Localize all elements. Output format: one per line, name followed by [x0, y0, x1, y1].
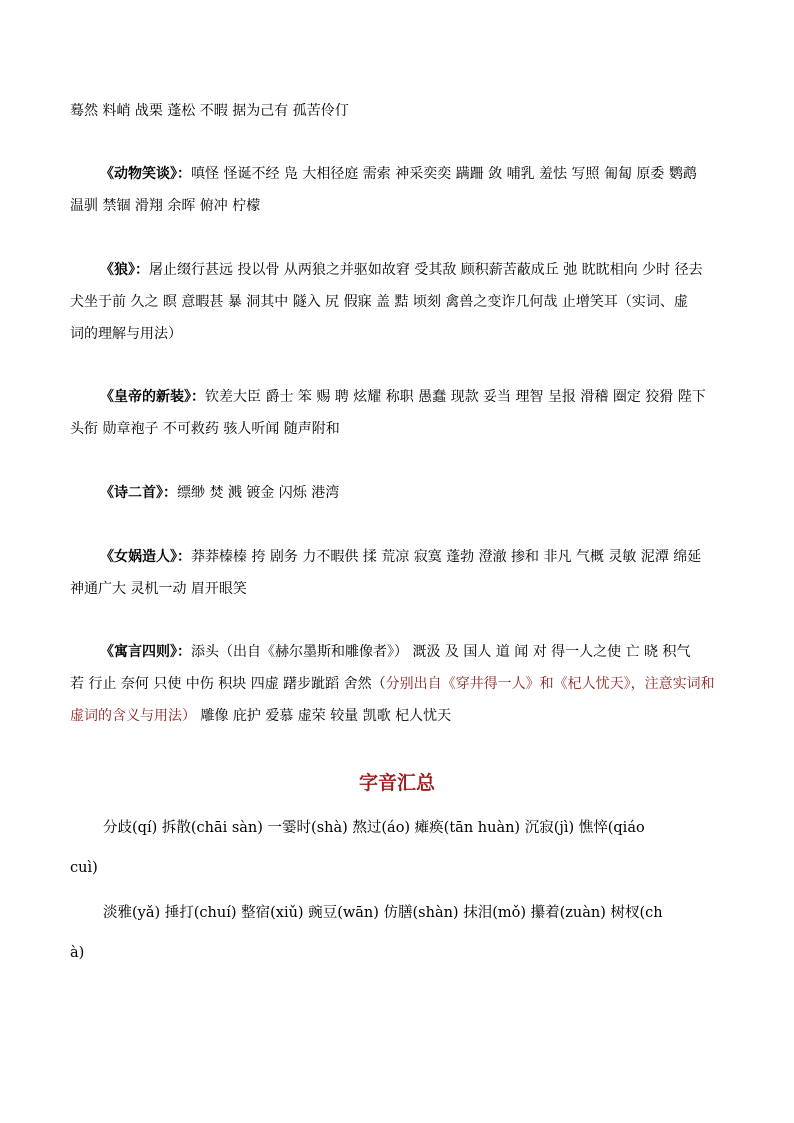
- pinyin-line-4: à): [70, 945, 85, 961]
- vocab-line-yuyan-cont2: [70, 700, 730, 732]
- section-heading: 字音汇总: [358, 772, 435, 794]
- lesson-title: 《诗二首》：: [100, 485, 177, 501]
- vocab-line-nvwa-cont: [70, 573, 730, 605]
- vocab-line-lang-cont: [70, 286, 730, 318]
- vocab-text: 蓦然 料峭 战栗 蓬松 不暇 据为己有 孤苦伶仃: [70, 103, 349, 119]
- vocab-line-shi: [100, 477, 730, 509]
- vocab-line-huangdi: [100, 381, 730, 413]
- vocab-text: 屠止缀行甚远 投以骨 从两狼之并驱如故窘 受其敌 顾积薪苦蔽成丘 弛 眈眈相向 少时 径去: [149, 262, 703, 278]
- vocab-text: 添头（出自《赫尔墨斯和雕像者》） 溉汲 及 国人 道 闻 对 得一人之使 亡 晓 积气: [191, 644, 691, 660]
- pinyin-line-3: 淡雅(yǎ) 捶打(chuí) 整宿(xiǔ) 豌豆(wān) 仿膳(shàn) 抹泪(mǒ) 攥着(zuàn) 树杈(ch: [103, 905, 663, 921]
- note-text: 分别出自《穿井得一人》和《杞人忧天》，注意实词和: [385, 676, 715, 692]
- vocab-text: 雕像 庇护 爱慕 虚荣 较量 凯歌 杞人忧天: [196, 708, 452, 724]
- vocab-line-yuyan: [100, 636, 730, 668]
- vocab-text: 神通广大 灵机一动 眉开眼笑: [70, 581, 247, 597]
- vocab-line-intro: [70, 95, 730, 127]
- vocab-line-lang-cont2: [70, 318, 730, 350]
- vocab-line-huangdi-cont: [70, 413, 730, 445]
- vocab-text: 若 行止 奈何 只使 中伤 积块 四虚 躇步跐蹈 舍然（: [70, 676, 386, 692]
- vocab-text: 钦差大臣 爵士 笨 赐 聘 炫耀 称职 愚蠢 现款 妥当 理智 呈报 滑稽 圈定 狡猾 陛下: [205, 389, 706, 405]
- vocab-line-lang: [100, 254, 730, 286]
- vocab-text: 头衔 勋章袍子 不可救药 骇人听闻 随声附和: [70, 421, 340, 437]
- lesson-title: 《动物笑谈》：: [100, 166, 191, 182]
- vocab-text: 莽莽榛榛 挎 剧务 力不暇供 揉 荒凉 寂寞 蓬勃 澄澈 掺和 非凡 气概 灵敏 泥潭 绵延: [191, 549, 702, 565]
- vocab-text: 嗔怪 怪诞不经 凫 大相径庭 需索 神采奕奕 蹒跚 敛 哺乳 羞怯 写照 匍匐 原委 鹦鹉: [191, 166, 697, 182]
- note-text: 虚词的含义与用法）: [70, 708, 196, 724]
- vocab-text: 犬坐于前 久之 瞑 意暇甚 暴 洞其中 隧入 尻 假寐 盖 黠 顷刻 禽兽之变诈几何哉 止增笑耳（实词、虚: [70, 294, 688, 310]
- lesson-title: 《寓言四则》：: [100, 644, 191, 660]
- vocab-line-dongwu: [100, 158, 730, 190]
- vocab-text: 缥缈 焚 溅 镀金 闪烁 港湾: [177, 485, 340, 501]
- vocab-text: 词的理解与用法）: [70, 326, 182, 342]
- vocab-line-yuyan-cont: [70, 668, 730, 700]
- vocab-line-nvwa: [100, 541, 730, 573]
- lesson-title: 《女娲造人》：: [100, 549, 191, 565]
- lesson-title: 《狼》：: [100, 262, 149, 278]
- vocab-text: 温驯 禁锢 滑翔 余晖 俯冲 柠檬: [70, 198, 261, 214]
- pinyin-line-2: cuì): [70, 860, 98, 876]
- vocab-line-dongwu-cont: [70, 190, 730, 222]
- lesson-title: 《皇帝的新装》：: [100, 389, 205, 405]
- pinyin-line-1: 分歧(qí) 拆散(chāi sàn) 一霎时(shà) 熬过(áo) 瘫痪(tān huàn) 沉寂(jì) 憔悴(qiáo: [103, 820, 645, 836]
